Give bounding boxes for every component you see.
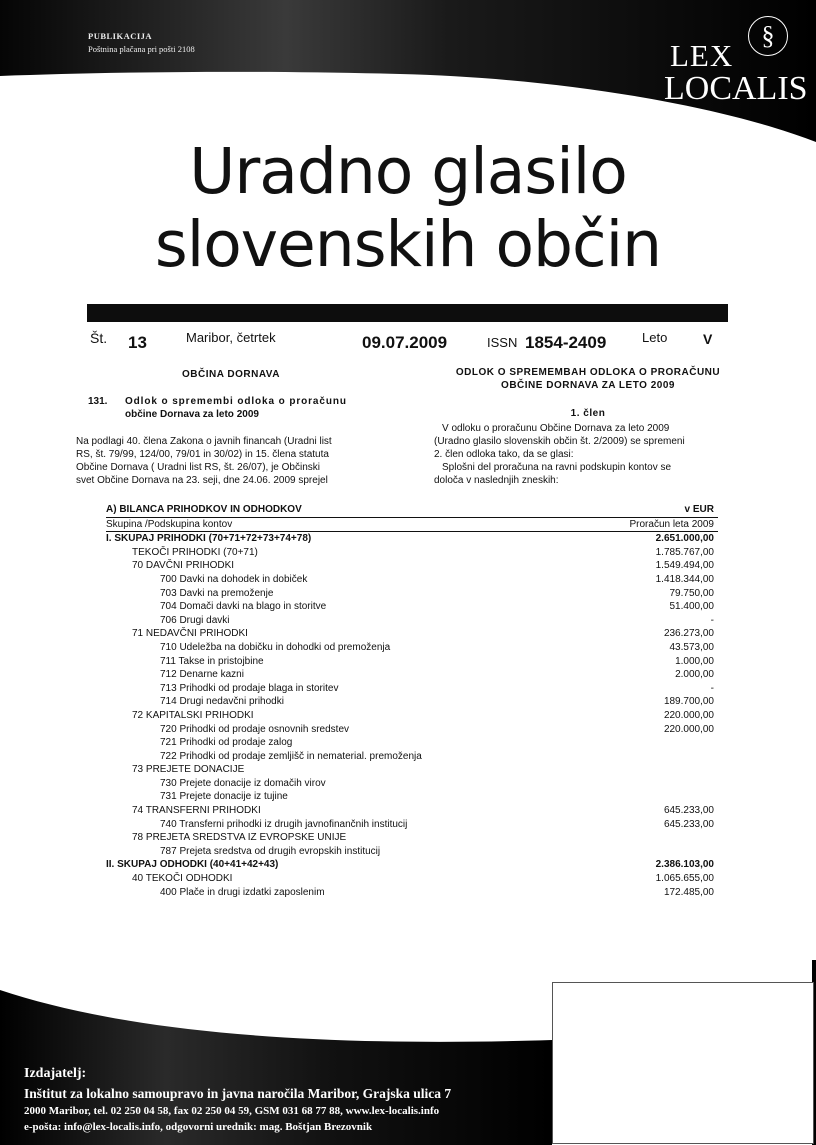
table-body [106, 532, 718, 899]
table-row [106, 546, 718, 560]
intro-paragraph [76, 435, 388, 487]
postage-note: Poštnina plačana pri pošti 2108 [88, 44, 195, 54]
publisher-name: Inštitut za lokalno samoupravo in javna naročila Maribor, Grajska ulica 7 [24, 1086, 452, 1101]
year-value: V [703, 331, 713, 347]
item-number: 131. [88, 396, 108, 407]
table-row [106, 763, 718, 777]
table-row [106, 858, 718, 872]
table-row [106, 818, 718, 832]
row-label: 713 Prihodki od prodaje blaga in storitev [160, 682, 339, 694]
intro-line: RS, št. 79/99, 124/00, 79/01 in 30/02) in 15. člena statuta [76, 449, 329, 460]
publisher-contact: 2000 Maribor, tel. 02 250 04 58, fax 02 250 04 59, GSM 031 68 77 88, www.lex-localis.info [24, 1105, 440, 1117]
issue-number: 13 [128, 333, 147, 352]
table-header-row [106, 518, 718, 533]
row-value: 645.233,00 [663, 818, 714, 830]
row-value: 236.273,00 [663, 628, 714, 640]
row-value: 51.400,00 [669, 601, 714, 613]
column-header-group: Skupina /Podskupina kontov [106, 518, 233, 530]
table-row [106, 777, 718, 791]
row-label: 704 Domači davki na blago in storitve [160, 601, 327, 613]
row-value: 220.000,00 [663, 709, 714, 721]
table-row [106, 641, 718, 655]
article-text [434, 422, 744, 487]
year-label: Leto [642, 330, 668, 345]
table-row [106, 614, 718, 628]
publisher-label: Izdajatelj: [24, 1066, 87, 1081]
row-value: 1.000,00 [675, 655, 714, 667]
row-label: TEKOČI PRIHODKI (70+71) [132, 546, 258, 558]
municipality-heading: OBČINA DORNAVA [182, 369, 280, 380]
row-label: 72 KAPITALSKI PRIHODKI [132, 709, 254, 721]
row-label: 722 Prihodki od prodaje zemljišč in nematerial. premoženja [160, 750, 422, 762]
row-value: 645.233,00 [663, 805, 714, 817]
issue-place-day: Maribor, četrtek [186, 330, 276, 345]
item-title-line1: Odlok o spremembi odloka o proračunu [125, 396, 347, 407]
table-row [106, 709, 718, 723]
decree-heading-line2: OBČINE DORNAVA ZA LETO 2009 [501, 380, 675, 391]
table-row [106, 695, 718, 709]
table-row [106, 831, 718, 845]
row-label: 703 Davki na premoženje [160, 587, 274, 599]
publication-title-line1: Uradno glasilo [189, 135, 627, 208]
publication-title-line2: slovenskih občin [154, 208, 662, 281]
table-row [106, 872, 718, 886]
row-label: 711 Takse in pristojbine [160, 655, 264, 667]
row-label: 720 Prihodki od prodaje osnovnih sredstev [160, 723, 350, 735]
article-line: 2. člen odloka tako, da se glasi: [434, 449, 574, 460]
row-label: 74 TRANSFERNI PRIHODKI [132, 805, 261, 817]
table-row [106, 559, 718, 573]
table-title-row [106, 503, 718, 518]
publisher-email-editor: e-pošta: info@lex-localis.info, odgovorni urednik: mag. Boštjan Brezovnik [24, 1121, 373, 1133]
publication-note [88, 30, 195, 56]
row-value: - [710, 614, 714, 626]
row-label: 712 Denarne kazni [160, 669, 244, 681]
article-line: (Uradno glasilo slovenskih občin št. 2/2009) se spremeni [434, 436, 685, 447]
logo-localis: LOCALIS [664, 70, 808, 107]
publication-label: PUBLIKACIJA [88, 31, 153, 41]
row-label: II. SKUPAJ ODHODKI (40+41+42+43) [106, 859, 279, 871]
table-row [106, 804, 718, 818]
row-value: 189.700,00 [663, 696, 714, 708]
article-line: določa v naslednjih zneskih: [434, 475, 559, 486]
table-row [106, 600, 718, 614]
row-value: 1.418.344,00 [655, 573, 714, 585]
row-value: 79.750,00 [669, 587, 714, 599]
table-row [106, 655, 718, 669]
table-row [106, 532, 718, 546]
row-label: 740 Transferni prihodki iz drugih javnofinančnih institucij [160, 818, 408, 830]
table-row [106, 627, 718, 641]
intro-line: svet Občine Dornava na 23. seji, dne 24.06. 2009 sprejel [76, 475, 328, 486]
row-value: 2.386.103,00 [655, 859, 714, 871]
lex-localis-logo [664, 16, 808, 107]
title-divider-bar [87, 304, 728, 322]
row-value: 2.000,00 [675, 669, 714, 681]
table-row [106, 573, 718, 587]
row-value: 43.573,00 [669, 641, 714, 653]
row-label: 730 Prejete donacije iz domačih virov [160, 777, 326, 789]
issn-label: ISSN [487, 335, 518, 350]
article-line: Splošni del proračuna na ravni podskupin kontov se [442, 462, 672, 473]
intro-line: Občine Dornava ( Uradni list RS, št. 26/07), je Občinski [76, 462, 320, 473]
row-label: 70 DAVČNI PRIHODKI [132, 560, 235, 572]
budget-table [106, 503, 718, 899]
table-row [106, 668, 718, 682]
row-label: 71 NEDAVČNI PRIHODKI [132, 628, 248, 640]
row-label: 700 Davki na dohodek in dobiček [160, 573, 308, 585]
row-label: 787 Prejeta sredstva od drugih evropskih institucij [160, 845, 381, 857]
table-title: A) BILANCA PRIHODKOV IN ODHODKOV [106, 504, 302, 515]
row-label: 721 Prihodki od prodaje zalog [160, 737, 293, 749]
row-value: 1.065.655,00 [655, 873, 714, 885]
table-row [106, 736, 718, 750]
row-label: 710 Udeležba na dobičku in dohodki od premoženja [160, 641, 391, 653]
table-currency: v EUR [684, 504, 714, 515]
row-label: 714 Drugi nedavčni prihodki [160, 696, 284, 708]
row-label: 731 Prejete donacije iz tujine [160, 791, 288, 803]
row-value: 172.485,00 [663, 886, 714, 898]
decree-heading-line1: ODLOK O SPREMEMBAH ODLOKA O PRORAČUNU [455, 367, 721, 378]
paragraph-seal-icon: § [748, 16, 788, 56]
row-label: 40 TEKOČI ODHODKI [132, 873, 233, 885]
logo-lex: LEX [670, 38, 734, 73]
column-header-budget: Proračun leta 2009 [629, 518, 714, 530]
article-line: V odloku o proračunu Občine Dornava za leto 2009 [442, 423, 670, 434]
row-value: 2.651.000,00 [655, 533, 714, 545]
blank-label-box [552, 982, 814, 1144]
article-heading: 1. člen [570, 408, 606, 419]
table-row [106, 750, 718, 764]
row-value: 1.549.494,00 [655, 560, 714, 572]
row-label: 73 PREJETE DONACIJE [132, 764, 245, 776]
table-row [106, 723, 718, 737]
table-row [106, 682, 718, 696]
issn-number: 1854-2409 [525, 333, 607, 352]
row-value: - [710, 682, 714, 694]
issue-date: 09.07.2009 [362, 333, 448, 352]
table-row [106, 587, 718, 601]
issue-number-label: Št. [90, 330, 108, 346]
table-row [106, 845, 718, 859]
table-row [106, 886, 718, 900]
intro-line: Na podlagi 40. člena Zakona o javnih financah (Uradni list [76, 436, 332, 447]
table-row [106, 790, 718, 804]
row-label: I. SKUPAJ PRIHODKI (70+71+72+73+74+78) [106, 533, 312, 545]
row-label: 706 Drugi davki [160, 614, 230, 626]
row-value: 1.785.767,00 [655, 546, 714, 558]
row-value: 220.000,00 [663, 723, 714, 735]
item-title-line2: občine Dornava za leto 2009 [125, 409, 259, 420]
row-label: 400 Plače in drugi izdatki zaposlenim [160, 886, 325, 898]
row-label: 78 PREJETA SREDSTVA IZ EVROPSKE UNIJE [132, 832, 347, 844]
